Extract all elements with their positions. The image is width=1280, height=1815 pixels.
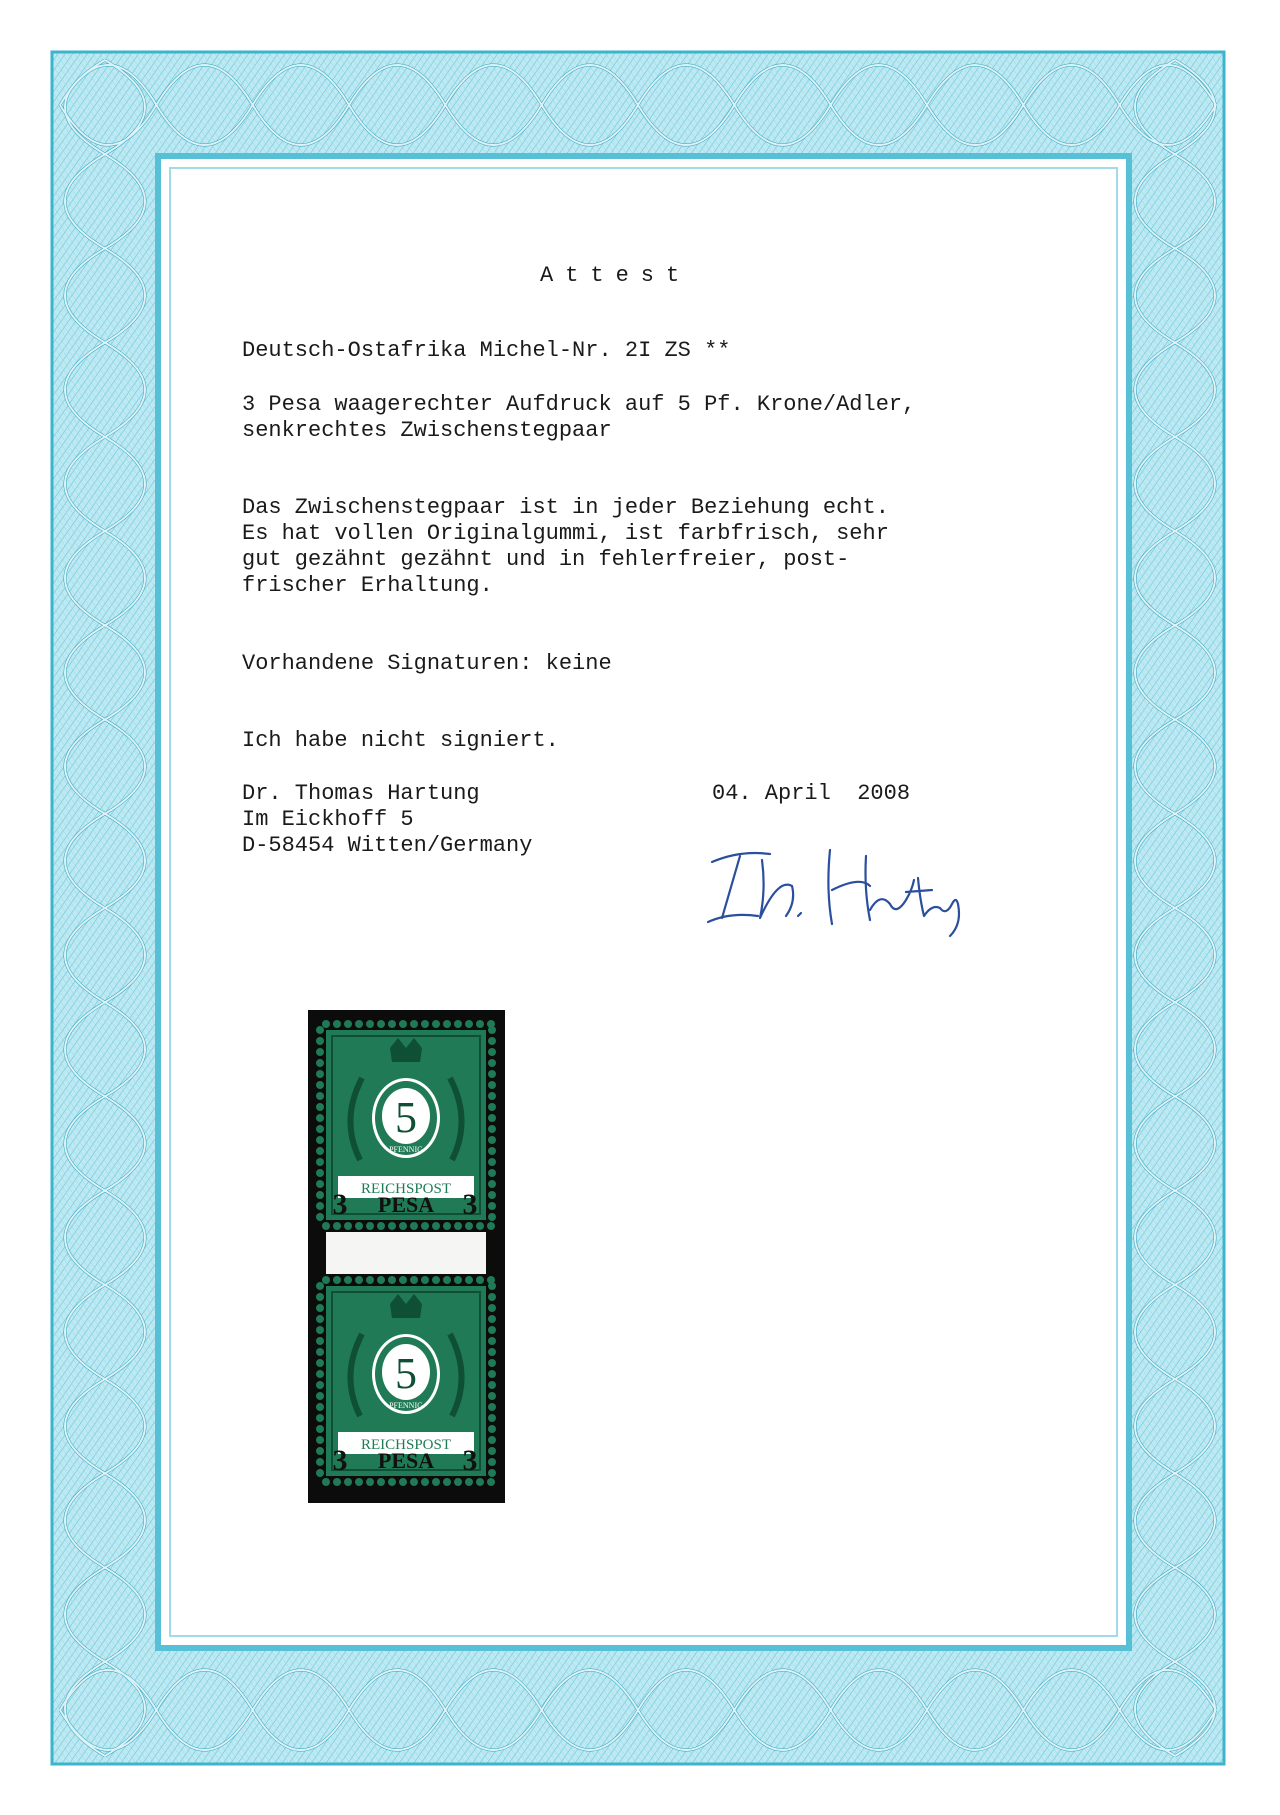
- perforation-tooth: [488, 1326, 496, 1334]
- perforation-tooth: [454, 1020, 462, 1028]
- expert-street: Im Eickhoff 5: [242, 807, 414, 832]
- perforation-tooth: [476, 1222, 484, 1230]
- perforation-tooth: [488, 1337, 496, 1345]
- perforation-tooth: [316, 1315, 324, 1323]
- perforation-tooth: [487, 1478, 495, 1486]
- perforation-tooth: [333, 1020, 341, 1028]
- perforation-tooth: [488, 1158, 496, 1166]
- perforation-tooth: [476, 1020, 484, 1028]
- perforation-tooth: [316, 1114, 324, 1122]
- description-line-1: 3 Pesa waagerechter Aufdruck auf 5 Pf. Krone/Adler,: [242, 392, 916, 417]
- perforation-tooth: [454, 1276, 462, 1284]
- perforation-tooth: [316, 1026, 324, 1034]
- gutter: [326, 1232, 486, 1274]
- perforation-tooth: [488, 1436, 496, 1444]
- perforation-tooth: [316, 1392, 324, 1400]
- perforation-tooth: [366, 1020, 374, 1028]
- perforation-tooth: [465, 1020, 473, 1028]
- perforation-tooth: [488, 1048, 496, 1056]
- stamp-top-overprint-left: 3: [332, 1188, 348, 1221]
- perforation-tooth: [421, 1020, 429, 1028]
- perforation-tooth: [399, 1276, 407, 1284]
- perforation-tooth: [488, 1202, 496, 1210]
- perforation-tooth: [377, 1020, 385, 1028]
- perforation-tooth: [454, 1222, 462, 1230]
- perforation-tooth: [488, 1282, 496, 1290]
- certificate-title: Attest: [540, 263, 692, 288]
- stamp-top-overprint-word: PESA: [377, 1192, 435, 1217]
- perforation-tooth: [316, 1147, 324, 1155]
- perforation-tooth: [388, 1020, 396, 1028]
- perforation-tooth: [488, 1191, 496, 1199]
- perforation-tooth: [344, 1020, 352, 1028]
- perforation-tooth: [488, 1359, 496, 1367]
- perforation-tooth: [410, 1222, 418, 1230]
- perforation-tooth: [488, 1037, 496, 1045]
- perforation-tooth: [488, 1136, 496, 1144]
- perforation-tooth: [316, 1070, 324, 1078]
- stamp-bottom-overprint-left: 3: [332, 1444, 348, 1477]
- perforation-tooth: [488, 1180, 496, 1188]
- perforation-tooth: [488, 1469, 496, 1477]
- perforation-tooth: [399, 1478, 407, 1486]
- perforation-tooth: [488, 1092, 496, 1100]
- perforation-tooth: [488, 1081, 496, 1089]
- perforation-tooth: [488, 1447, 496, 1455]
- description-line-2: senkrechtes Zwischenstegpaar: [242, 418, 612, 443]
- perforation-tooth: [399, 1222, 407, 1230]
- perforation-tooth: [410, 1276, 418, 1284]
- perforation-tooth: [316, 1125, 324, 1133]
- perforation-tooth: [432, 1478, 440, 1486]
- perforation-tooth: [316, 1458, 324, 1466]
- not-signed-line: Ich habe nicht signiert.: [242, 728, 559, 753]
- perforation-tooth: [316, 1414, 324, 1422]
- perforation-tooth: [316, 1447, 324, 1455]
- perforation-tooth: [366, 1276, 374, 1284]
- perforation-tooth: [366, 1478, 374, 1486]
- perforation-tooth: [488, 1348, 496, 1356]
- perforation-tooth: [355, 1276, 363, 1284]
- perforation-tooth: [316, 1348, 324, 1356]
- perforation-tooth: [333, 1276, 341, 1284]
- perforation-tooth: [322, 1478, 330, 1486]
- perforation-tooth: [316, 1403, 324, 1411]
- perforation-tooth: [443, 1020, 451, 1028]
- perforation-tooth: [344, 1478, 352, 1486]
- perforation-tooth: [316, 1191, 324, 1199]
- perforation-tooth: [488, 1103, 496, 1111]
- perforation-tooth: [377, 1276, 385, 1284]
- handwritten-signature: [700, 820, 990, 940]
- stamp-bottom-value: 5: [395, 1349, 417, 1398]
- perforation-tooth: [388, 1276, 396, 1284]
- perforation-tooth: [316, 1037, 324, 1045]
- stamp-top-word: PFENNIG: [389, 1145, 423, 1154]
- perforation-tooth: [316, 1048, 324, 1056]
- perforation-tooth: [333, 1222, 341, 1230]
- perforation-tooth: [377, 1478, 385, 1486]
- perforation-tooth: [476, 1276, 484, 1284]
- perforation-tooth: [316, 1180, 324, 1188]
- perforation-tooth: [454, 1478, 462, 1486]
- opinion-line-1: Das Zwischenstegpaar ist in jeder Beziehung echt.: [242, 495, 889, 520]
- perforation-tooth: [488, 1392, 496, 1400]
- perforation-tooth: [399, 1020, 407, 1028]
- perforation-tooth: [316, 1304, 324, 1312]
- stamp-bottom-overprint-right: 3: [462, 1444, 478, 1477]
- perforation-tooth: [432, 1276, 440, 1284]
- expert-name: Dr. Thomas Hartung: [242, 781, 480, 806]
- perforation-tooth: [316, 1081, 324, 1089]
- perforation-tooth: [316, 1169, 324, 1177]
- perforation-tooth: [333, 1478, 341, 1486]
- perforation-tooth: [488, 1293, 496, 1301]
- perforation-tooth: [488, 1304, 496, 1312]
- perforation-tooth: [344, 1276, 352, 1284]
- perforation-tooth: [443, 1276, 451, 1284]
- perforation-tooth: [316, 1158, 324, 1166]
- perforation-tooth: [316, 1370, 324, 1378]
- perforation-tooth: [488, 1425, 496, 1433]
- perforation-tooth: [465, 1222, 473, 1230]
- stamp-top-inscription: REICHSPOST: [360, 1181, 452, 1197]
- perforation-tooth: [421, 1478, 429, 1486]
- perforation-tooth: [316, 1059, 324, 1067]
- perforation-tooth: [421, 1276, 429, 1284]
- perforation-tooth: [443, 1478, 451, 1486]
- stamp-catalogue-line: Deutsch-Ostafrika Michel-Nr. 2I ZS **: [242, 338, 731, 363]
- perforation-tooth: [488, 1026, 496, 1034]
- perforation-tooth: [355, 1222, 363, 1230]
- expert-city: D-58454 Witten/Germany: [242, 833, 533, 858]
- perforation-tooth: [465, 1478, 473, 1486]
- perforation-tooth: [421, 1222, 429, 1230]
- perforation-tooth: [377, 1222, 385, 1230]
- perforation-tooth: [322, 1222, 330, 1230]
- perforation-tooth: [432, 1222, 440, 1230]
- perforation-tooth: [488, 1315, 496, 1323]
- perforation-tooth: [316, 1103, 324, 1111]
- perforation-tooth: [316, 1381, 324, 1389]
- perforation-tooth: [488, 1213, 496, 1221]
- perforation-tooth: [488, 1070, 496, 1078]
- perforation-tooth: [316, 1469, 324, 1477]
- perforation-tooth: [366, 1222, 374, 1230]
- perforation-tooth: [443, 1222, 451, 1230]
- perforation-tooth: [488, 1114, 496, 1122]
- perforation-tooth: [465, 1276, 473, 1284]
- perforation-tooth: [432, 1020, 440, 1028]
- perforation-tooth: [388, 1222, 396, 1230]
- stamp-bottom-overprint-word: PESA: [377, 1448, 435, 1473]
- opinion-line-2: Es hat vollen Originalgummi, ist farbfrisch, sehr: [242, 521, 889, 546]
- perforation-tooth: [488, 1403, 496, 1411]
- perforation-tooth: [488, 1381, 496, 1389]
- perforation-tooth: [316, 1202, 324, 1210]
- perforation-tooth: [487, 1222, 495, 1230]
- perforation-tooth: [488, 1370, 496, 1378]
- stamp-top-overprint-right: 3: [462, 1188, 478, 1221]
- perforation-tooth: [316, 1337, 324, 1345]
- stamp-top: [316, 1020, 496, 1230]
- perforation-tooth: [316, 1092, 324, 1100]
- perforation-tooth: [344, 1222, 352, 1230]
- perforation-tooth: [316, 1293, 324, 1301]
- stamp-top-value: 5: [395, 1093, 417, 1142]
- perforation-tooth: [488, 1125, 496, 1133]
- opinion-line-4: frischer Erhaltung.: [242, 573, 493, 598]
- perforation-tooth: [355, 1478, 363, 1486]
- certificate-date: 04. April 2008: [712, 781, 911, 806]
- perforation-tooth: [488, 1059, 496, 1067]
- signatures-line: Vorhandene Signaturen: keine: [242, 651, 612, 676]
- perforation-tooth: [488, 1169, 496, 1177]
- perforation-tooth: [410, 1478, 418, 1486]
- perforation-tooth: [316, 1425, 324, 1433]
- perforation-tooth: [322, 1020, 330, 1028]
- stamp-bottom-word: PFENNIG: [389, 1401, 423, 1410]
- perforation-tooth: [316, 1282, 324, 1290]
- opinion-line-3: gut gezähnt gezähnt und in fehlerfreier, post-: [242, 547, 850, 572]
- stamp-bottom: [316, 1276, 496, 1486]
- perforation-tooth: [316, 1359, 324, 1367]
- perforation-tooth: [322, 1276, 330, 1284]
- perforation-tooth: [388, 1478, 396, 1486]
- stamp-bottom-inscription: REICHSPOST: [360, 1437, 452, 1453]
- perforation-tooth: [316, 1326, 324, 1334]
- perforation-tooth: [355, 1020, 363, 1028]
- perforation-tooth: [488, 1414, 496, 1422]
- perforation-tooth: [488, 1458, 496, 1466]
- stamp-gutter-pair: [300, 1000, 560, 1510]
- perforation-tooth: [410, 1020, 418, 1028]
- perforation-tooth: [316, 1436, 324, 1444]
- perforation-tooth: [316, 1213, 324, 1221]
- perforation-tooth: [476, 1478, 484, 1486]
- perforation-tooth: [488, 1147, 496, 1155]
- perforation-tooth: [316, 1136, 324, 1144]
